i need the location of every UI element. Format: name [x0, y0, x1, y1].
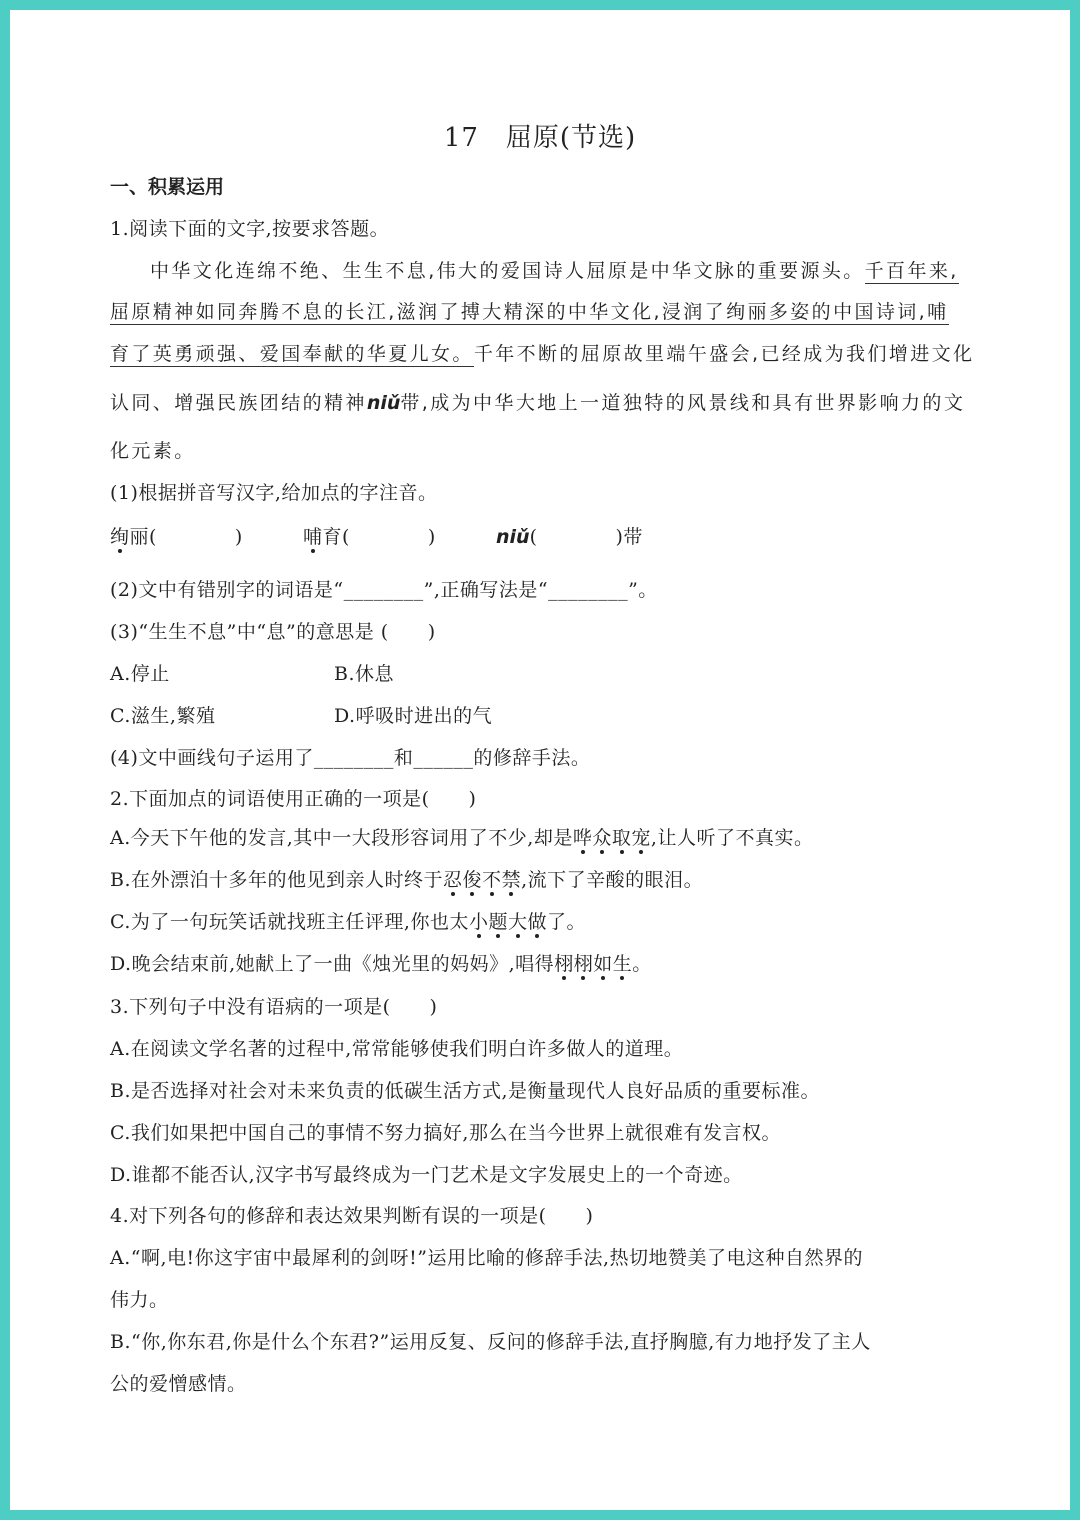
- underlined-sentence: 屈原精神如同奔腾不息的长江,滋润了搏大精深的中华文化,浸润了绚丽多姿的中国诗词,哺: [110, 301, 949, 323]
- q4-option-b-line2: 公的爱憎感情。: [110, 1373, 247, 1395]
- dotted-char: 俊: [462, 869, 483, 891]
- option-text: 。: [632, 953, 652, 975]
- dotted-char: 小: [468, 911, 489, 933]
- passage-line-4: [110, 388, 965, 418]
- passage-line-3: [110, 339, 974, 369]
- dotted-word: [469, 911, 547, 933]
- q4-option-a-line2: 伟力。: [110, 1289, 169, 1311]
- option-text: A.今天下午他的发言,其中一大段形容词用了不少,却是: [110, 827, 573, 849]
- option-text: ,流下了辛酸的眼泪。: [521, 869, 704, 891]
- fill-item-xuanli: [110, 522, 243, 552]
- q2-option-d: [110, 949, 652, 979]
- q3-option-b: B.是否选择对社会对未来负责的低碳生活方式,是衡量现代人良好品质的重要标准。: [110, 1080, 821, 1102]
- option-text: ,让人听了不真实。: [650, 827, 814, 849]
- dotted-char: 如: [593, 953, 613, 975]
- passage-line-5: 化元素。: [110, 440, 196, 462]
- passage-text: 千年不断的屈原故里端午盛会,已经成为我们增进文化: [473, 343, 975, 365]
- dotted-char: 众: [592, 827, 612, 849]
- q1-sub4: (4)文中画线句子运用了________和______的修辞手法。: [110, 747, 591, 769]
- q1-sub2: (2)文中有错别字的词语是“________”,正确写法是“________”。: [110, 579, 658, 601]
- q1-sub1: (1)根据拼音写汉字,给加点的字注音。: [110, 482, 438, 504]
- passage-text: 认同、增强民族团结的精神: [110, 392, 367, 414]
- q3-prompt: 3.下列句子中没有语病的一项是( ): [110, 996, 438, 1018]
- q1-option-c: C.滋生,繁殖: [110, 705, 216, 727]
- fill-blank[interactable]: ( )带: [529, 526, 643, 548]
- dotted-char: 做: [527, 911, 548, 933]
- underlined-sentence: 育了英勇顽强、爱国奉献的华夏儿女。: [110, 343, 474, 365]
- dotted-char: 禁: [501, 869, 522, 891]
- passage-text: 中华文化连绵不绝、生生不息,伟大的爱国诗人屈原是中华文脉的重要源头。: [150, 260, 865, 282]
- q2-option-a: [110, 823, 813, 853]
- pinyin-niu: niǔ: [496, 526, 530, 548]
- q1-option-b: B.休息: [334, 663, 395, 685]
- dotted-char: 绚: [110, 526, 130, 548]
- page-title: 17 屈原(节选): [443, 123, 637, 153]
- q4-option-a-line1: A.“啊,电!你这宇宙中最犀利的剑呀!”运用比喻的修辞手法,热切地赞美了电这种自然界的: [110, 1247, 864, 1269]
- passage-text: 带,成为中华大地上一道独特的风景线和具有世界影响力的文: [400, 392, 966, 414]
- fill-item-niudai: [496, 522, 643, 552]
- fill-blank[interactable]: 育( ): [322, 526, 436, 548]
- dotted-char: 忍: [443, 869, 463, 891]
- dotted-char: 宠: [631, 827, 651, 849]
- section-heading: 一、积累运用: [110, 176, 225, 198]
- option-text: C.为了一句玩笑话就找班主任评理,你也太: [110, 911, 469, 933]
- dotted-char: 生: [612, 953, 633, 975]
- dotted-word: [554, 953, 632, 975]
- underlined-sentence: 千百年来,: [864, 260, 959, 282]
- fill-blank[interactable]: 丽( ): [129, 526, 243, 548]
- dotted-word: [573, 827, 651, 849]
- q3-option-a: A.在阅读文学名著的过程中,常常能够使我们明白许多做人的道理。: [110, 1038, 684, 1060]
- q3-option-c: C.我们如果把中国自己的事情不努力搞好,那么在当今世界上就很难有发言权。: [110, 1122, 781, 1144]
- dotted-char: 大: [507, 911, 528, 933]
- q2-option-b: [110, 865, 703, 895]
- fill-item-buyu: [303, 522, 436, 552]
- q2-prompt: 2.下面加点的词语使用正确的一项是( ): [110, 788, 477, 810]
- q1-option-d: D.呼吸时进出的气: [334, 705, 493, 727]
- passage-line-1: [150, 256, 959, 286]
- q1-sub3: (3)“生生不息”中“息”的意思是 ( ): [110, 621, 436, 643]
- q3-option-d: D.谁都不能否认,汉字书写最终成为一门艺术是文字发展史上的一个奇迹。: [110, 1164, 743, 1186]
- dotted-char: 栩: [573, 953, 594, 975]
- q2-option-c: [110, 907, 586, 937]
- passage-line-2: [110, 297, 949, 327]
- q1-prompt: 1.阅读下面的文字,按要求答题。: [110, 218, 390, 240]
- dotted-char: 题: [488, 911, 508, 933]
- dotted-char: 栩: [554, 953, 574, 975]
- option-text: B.在外漂泊十多年的他见到亲人时终于: [110, 869, 444, 891]
- q4-prompt: 4.对下列各句的修辞和表达效果判断有误的一项是( ): [110, 1205, 594, 1227]
- q1-option-a: A.停止: [110, 663, 170, 685]
- q4-option-b-line1: B.“你,你东君,你是什么个东君?”运用反复、反问的修辞手法,直抒胸臆,有力地抒发了主人: [110, 1331, 871, 1353]
- option-text: 了。: [547, 911, 587, 933]
- dotted-char: 哗: [572, 827, 593, 849]
- pinyin-niu: niǔ: [366, 392, 401, 414]
- option-text: D.晚会结束前,她献上了一曲《烛光里的妈妈》,唱得: [110, 953, 555, 975]
- dotted-char: 哺: [303, 526, 323, 548]
- dotted-char: 取: [611, 827, 632, 849]
- dotted-char: 不: [482, 869, 502, 891]
- dotted-word: [443, 869, 521, 891]
